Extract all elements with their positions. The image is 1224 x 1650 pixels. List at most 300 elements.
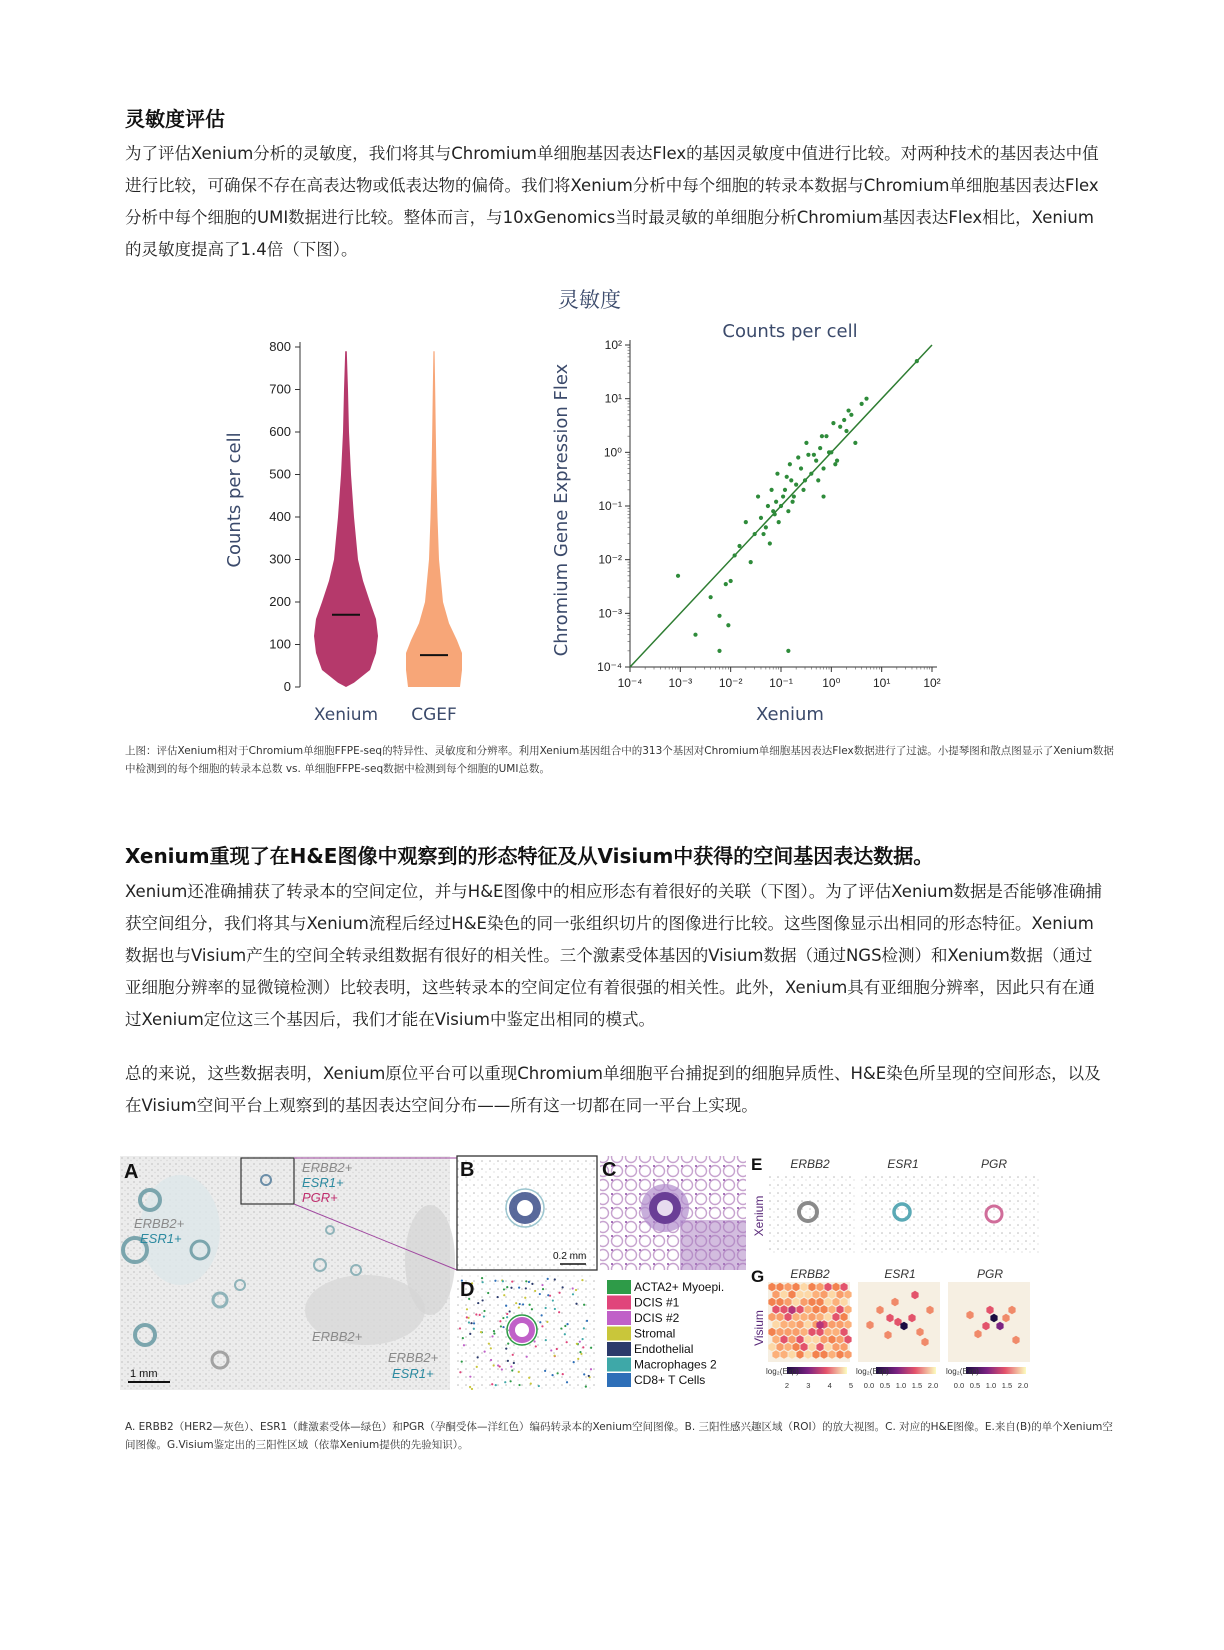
- cell-dot: [493, 1333, 495, 1335]
- legend-label: Stromal: [634, 1326, 676, 1341]
- scale-bar-label: 1 mm: [130, 1368, 158, 1380]
- y-tick-label: 400: [269, 509, 291, 524]
- cell-dot: [510, 1380, 512, 1382]
- cell-dot: [541, 1325, 543, 1327]
- cell-dot: [513, 1362, 515, 1364]
- cell-dot: [573, 1361, 575, 1363]
- cell-dot: [551, 1374, 553, 1376]
- cell-dot: [554, 1278, 556, 1280]
- scatter-point: [709, 595, 713, 599]
- panel-label-a: A: [124, 1161, 139, 1183]
- cell-dot: [544, 1370, 546, 1372]
- cell-dot: [497, 1296, 499, 1298]
- legend-label: Macrophages 2: [634, 1357, 717, 1372]
- x-tick-label: 10⁻¹: [769, 676, 793, 690]
- cell-dot: [503, 1294, 505, 1296]
- scatter-point: [789, 478, 793, 482]
- scatter-point: [724, 582, 728, 586]
- scatter-point: [806, 453, 810, 457]
- scatter-point: [827, 450, 831, 454]
- paragraph-text: 总的来说，这些数据表明，Xenium原位平台可以重现Chromium单细胞平台捕捉到的细胞异质性、H&E染色所呈现的空间形态，以及在Visium空间平台上观察到的基因表达空间分布——所有这一切都在同一平台上实现。: [125, 1064, 1101, 1115]
- x-tick-label: 10²: [923, 676, 941, 690]
- cell-dot: [576, 1343, 578, 1345]
- scatter-point: [796, 455, 800, 459]
- scatter-point: [801, 488, 805, 492]
- scatter-point: [676, 574, 680, 578]
- cell-dot: [483, 1315, 485, 1317]
- panel-c: [600, 1156, 746, 1270]
- scatter-point: [729, 579, 733, 583]
- scatter-x-label: Xenium: [756, 704, 824, 725]
- cell-dot: [585, 1386, 587, 1388]
- cell-dot: [484, 1351, 486, 1353]
- panel-b: [457, 1156, 597, 1270]
- scatter-point: [773, 512, 777, 516]
- y-tick-label: 10⁰: [603, 445, 622, 460]
- section2-paragraph1: [125, 876, 1103, 1036]
- cell-dot: [481, 1277, 483, 1279]
- spatial-figure: [120, 1150, 1070, 1400]
- cell-dot: [490, 1359, 492, 1361]
- cell-dot: [572, 1293, 574, 1295]
- scatter-point: [785, 475, 789, 479]
- violin-xenium: [314, 351, 378, 687]
- cell-dot: [524, 1297, 526, 1299]
- y-tick-label: 10⁻³: [598, 606, 622, 621]
- x-tick-label: 10⁰: [822, 676, 841, 690]
- colorbar-tick-label: 5: [848, 1381, 854, 1390]
- scatter-point: [768, 541, 772, 545]
- cell-dot: [502, 1326, 504, 1328]
- cell-dot: [528, 1377, 530, 1379]
- scatter-point: [744, 520, 748, 524]
- panel-e: [751, 1155, 1040, 1256]
- scatter-point: [726, 623, 730, 627]
- cell-dot: [477, 1356, 479, 1358]
- scatter-point: [781, 494, 785, 498]
- colorbar-tick-label: 1.0: [895, 1381, 907, 1390]
- cell-dot: [528, 1281, 530, 1283]
- cell-dot: [459, 1327, 461, 1329]
- cell-dot: [476, 1366, 478, 1368]
- row-label-xenium: Xenium: [752, 1195, 766, 1237]
- cell-dot: [461, 1361, 463, 1363]
- cell-dot: [588, 1375, 590, 1377]
- scale-bar-label: 0.2 mm: [553, 1251, 587, 1262]
- cell-dot: [581, 1279, 583, 1281]
- y-tick-label: 700: [269, 381, 291, 397]
- scatter-point: [838, 425, 842, 429]
- x-tick-label: 10⁻²: [718, 676, 743, 690]
- y-tick-label: 200: [269, 594, 291, 609]
- gene-label-esr1: ESR1: [887, 1157, 919, 1171]
- cell-dot: [511, 1280, 513, 1282]
- figure1-caption: 上图：评估Xenium相对于Chromium单细胞FFPE-seq的特异性、灵敏度和分辨率。利用Xenium基因组合中的313个基因对Chromium单细胞基因表达Flex数据进行了过滤。小提琴图和散点图显示了Xenium数据中检测到的每个细胞的转录本总数 vs. 单细胞FFPE-seq数据中检测到每个细胞的UMI总数。: [125, 745, 1114, 775]
- cell-dot: [470, 1322, 472, 1324]
- scatter-point: [717, 614, 721, 618]
- legend-swatch: [607, 1327, 631, 1341]
- cell-dot: [469, 1386, 471, 1388]
- cell-dot: [510, 1287, 512, 1289]
- cell-dot: [482, 1281, 484, 1283]
- tissue-label-esr1: ESR1+: [140, 1231, 182, 1246]
- cell-dot: [553, 1355, 555, 1357]
- scatter-point: [842, 418, 846, 422]
- scatter-chart: [545, 315, 965, 735]
- inset-legend-erbb2: ERBB2+: [302, 1160, 353, 1175]
- cell-dot: [473, 1328, 475, 1330]
- cell-dot: [475, 1313, 477, 1315]
- y-tick-label: 10⁻²: [598, 552, 622, 567]
- cell-dot: [488, 1343, 490, 1345]
- scatter-point: [788, 462, 792, 466]
- cell-dot: [562, 1286, 564, 1288]
- cell-dot: [479, 1314, 481, 1316]
- colorbar-tick-label: 4: [827, 1381, 832, 1390]
- cell-dot: [471, 1388, 473, 1390]
- paragraph-text: Xenium还准确捕获了转录本的空间定位，并与H&E图像中的相应形态有着很好的关联（下图）。为了评估Xenium数据是否能够准确捕获空间组分，我们将其与Xenium流程后经过H&E染色的同一张组织切片的图像进行比较。这些图像显示出相同的形态特征。Xenium数据也与Visium产生的空间全转录组数据有很好的相关性。三个激素受体基因的Visium数据（通过NGS检测）和Xenium数据（通过亚细胞分辨率的显微镜检测）比较表明，这些转录本的空间定位有着很强的相关性。此外，Xenium具有亚细胞分辨率，因此只有在通过Xenium定位这三个基因后，我们才能在Visium中鉴定出相同的模式。: [125, 882, 1103, 1029]
- cell-dot: [483, 1310, 485, 1312]
- cell-dot: [466, 1316, 468, 1318]
- scatter-point: [764, 525, 768, 529]
- inset-legend-esr1: ESR1+: [302, 1175, 344, 1190]
- cell-dot: [506, 1286, 508, 1288]
- scatter-point: [809, 472, 813, 476]
- cell-dot: [583, 1373, 585, 1375]
- cell-dot: [545, 1307, 547, 1309]
- section-heading-xenium: Xenium重现了在H&E图像中观察到的形态特征及从Visium中获得的空间基因表达数据。: [125, 844, 934, 868]
- gene-label-erbb2: ERBB2: [790, 1157, 830, 1171]
- cell-dot: [541, 1284, 543, 1286]
- cell-dot: [522, 1303, 524, 1305]
- inset-legend-pgr: PGR+: [302, 1190, 338, 1205]
- scatter-point: [799, 466, 803, 470]
- cell-dot: [577, 1358, 579, 1360]
- scatter-point: [733, 553, 737, 557]
- legend-label: Endothelial: [634, 1342, 694, 1356]
- cell-dot: [557, 1372, 559, 1374]
- panel-d: [457, 1274, 597, 1392]
- cell-dot: [552, 1299, 554, 1301]
- panel-label-d: D: [460, 1279, 475, 1301]
- y-tick-label: 10¹: [604, 391, 622, 406]
- cell-dot: [502, 1317, 504, 1319]
- colorbar-tick-label: 2.0: [1017, 1381, 1029, 1390]
- figure-title: 灵敏度: [558, 288, 621, 312]
- panel-g: [751, 1267, 1030, 1390]
- cell-dot: [477, 1302, 479, 1304]
- y-tick-label: 10⁻¹: [598, 499, 622, 513]
- cell-dot: [554, 1308, 556, 1310]
- cell-dot: [468, 1321, 470, 1323]
- panel-label-e: E: [751, 1155, 763, 1174]
- cell-dot: [500, 1325, 502, 1327]
- panel-label-g: G: [751, 1267, 765, 1286]
- tissue-label-erbb2: ERBB2+: [312, 1329, 363, 1344]
- x-tick-label: 10⁻⁴: [617, 676, 643, 690]
- scatter-point: [835, 459, 839, 463]
- cell-dot: [512, 1354, 514, 1356]
- colorbar-label: log₂(Exp): [856, 1367, 889, 1376]
- cell-dot: [575, 1303, 577, 1305]
- y-tick-label: 800: [269, 339, 291, 354]
- panel-label-b: B: [460, 1159, 475, 1181]
- cell-dot: [566, 1323, 568, 1325]
- cell-dot: [579, 1341, 581, 1343]
- legend-label: ACTA2+ Myoepi.: [634, 1280, 725, 1294]
- violin-chart: [220, 330, 520, 740]
- tissue-label-erbb2: ERBB2+: [388, 1350, 439, 1365]
- scatter-point: [833, 462, 837, 466]
- cell-dot: [510, 1365, 512, 1367]
- scatter-point: [853, 441, 857, 445]
- cell-dot: [531, 1308, 533, 1310]
- legend-swatch: [607, 1296, 631, 1310]
- cell-dot: [529, 1304, 531, 1306]
- y-tick-label: 500: [269, 466, 291, 482]
- cell-dot: [525, 1280, 527, 1282]
- cell-dot: [503, 1288, 505, 1290]
- cell-dot: [506, 1316, 508, 1318]
- scatter-point: [849, 413, 853, 417]
- y-tick-label: 600: [269, 424, 291, 439]
- cell-dot: [501, 1368, 503, 1370]
- cell-dot: [582, 1346, 584, 1348]
- cell-dot: [566, 1381, 568, 1383]
- cell-dot: [502, 1280, 504, 1282]
- row-label-visium: Visium: [752, 1310, 766, 1346]
- cell-dot: [525, 1287, 527, 1289]
- gene-label-esr1: ESR1: [884, 1267, 916, 1281]
- scatter-point: [824, 434, 828, 438]
- y-tick-label: 100: [269, 636, 291, 652]
- scatter-point: [812, 453, 816, 457]
- cell-dot: [531, 1283, 533, 1285]
- cell-dot: [493, 1330, 495, 1332]
- legend-swatch: [607, 1311, 631, 1325]
- cell-dot: [469, 1333, 471, 1335]
- cell-dot: [546, 1321, 548, 1323]
- scatter-point: [756, 494, 760, 498]
- scatter-point: [846, 408, 850, 412]
- y-tick-label: 10⁻⁴: [597, 660, 622, 674]
- scatter-point: [814, 459, 818, 463]
- x-tick-label: 10¹: [872, 676, 891, 690]
- colorbar-tick-label: 2: [784, 1381, 790, 1390]
- scatter-point: [769, 488, 773, 492]
- cell-dot: [590, 1347, 592, 1349]
- x-category-label: Xenium: [313, 705, 379, 725]
- cell-dot: [580, 1353, 582, 1355]
- cell-dot: [547, 1278, 549, 1280]
- cell-dot: [538, 1385, 540, 1387]
- y-tick-label: 300: [269, 551, 291, 567]
- cell-dot: [566, 1341, 568, 1343]
- y-tick-label: 10²: [604, 338, 622, 352]
- cell-dot: [583, 1327, 585, 1329]
- cell-dot: [541, 1314, 543, 1316]
- x-tick-label: 10⁻³: [668, 676, 693, 690]
- scatter-y-label: Chromium Gene Expression Flex: [551, 363, 572, 657]
- cell-dot: [491, 1383, 493, 1385]
- scatter-point: [774, 500, 778, 504]
- cell-dot: [581, 1338, 583, 1340]
- cell-dot: [564, 1333, 566, 1335]
- scatter-point: [717, 649, 721, 653]
- cell-dot: [535, 1345, 537, 1347]
- cell-dot: [518, 1306, 520, 1308]
- scatter-point: [818, 446, 822, 450]
- cell-dot: [463, 1344, 465, 1346]
- cell-dot: [462, 1337, 464, 1339]
- colorbar-tick-label: 0.5: [879, 1381, 891, 1390]
- cell-dot: [562, 1373, 564, 1375]
- violin-cgef: [406, 351, 462, 687]
- tissue-label-erbb2: ERBB2+: [134, 1216, 185, 1231]
- cell-dot: [493, 1364, 495, 1366]
- scatter-point: [786, 649, 790, 653]
- cell-dot: [558, 1292, 560, 1294]
- cell-dot: [504, 1381, 506, 1383]
- scatter-point: [753, 532, 757, 536]
- colorbar-label: log₂(Exp): [766, 1367, 799, 1376]
- scatter-point: [864, 397, 868, 401]
- gene-label-erbb2: ERBB2: [790, 1267, 830, 1281]
- scatter-point: [860, 402, 864, 406]
- cell-dot: [515, 1302, 517, 1304]
- legend-label: DCIS #1: [634, 1295, 680, 1310]
- cell-dot: [572, 1287, 574, 1289]
- scatter-point: [749, 560, 753, 564]
- paragraph-text: 为了评估Xenium分析的灵敏度，我们将其与Chromium单细胞基因表达Flex的基因灵敏度中值进行比较。对两种技术的基因表达中值进行比较，可确保不存在高表达物或低表达物的偏倚。我们将Xenium分析中每个细胞的转录本数据与Chromium单细胞基因表达Flex分析中每个细胞的UMI数据进行比较。整体而言，与10xGenomics当时最灵敏的单细胞分析Chromium基因表达Flex相比，Xenium的灵敏度提高了1.4倍（下图）。: [125, 144, 1099, 259]
- scatter-point: [831, 421, 835, 425]
- section2-paragraph2: [125, 1058, 1103, 1122]
- colorbar-tick-label: 0.5: [969, 1381, 981, 1390]
- cell-dot: [490, 1347, 492, 1349]
- tissue-label-esr1: ESR1+: [392, 1366, 434, 1381]
- scatter-point: [759, 516, 763, 520]
- x-category-label: CGEF: [411, 705, 457, 725]
- scatter-point: [777, 520, 781, 524]
- cell-dot: [575, 1289, 577, 1291]
- cell-dot: [469, 1376, 471, 1378]
- scatter-point: [779, 504, 783, 508]
- gene-label-pgr: PGR: [980, 1157, 1008, 1171]
- scatter-point: [792, 494, 796, 498]
- cell-dot: [499, 1365, 501, 1367]
- scatter-point: [693, 633, 697, 637]
- colorbar-tick-label: 1.0: [985, 1381, 997, 1390]
- cell-dot: [494, 1280, 496, 1282]
- panel-d-legend: [607, 1280, 724, 1387]
- cell-dot: [533, 1340, 535, 1342]
- cell-dot: [511, 1369, 513, 1371]
- legend-swatch: [607, 1342, 631, 1356]
- colorbar-label: log₂(Exp): [946, 1367, 979, 1376]
- scatter-point: [775, 472, 779, 476]
- cell-dot: [499, 1320, 501, 1322]
- cell-dot: [491, 1335, 493, 1337]
- panel-label-c: C: [602, 1159, 617, 1181]
- colorbar-tick-label: 2.0: [927, 1381, 939, 1390]
- scatter-point: [790, 500, 794, 504]
- cell-dot: [518, 1371, 520, 1373]
- cell-dot: [534, 1290, 536, 1292]
- cell-dot: [558, 1311, 560, 1313]
- colorbar-tick-label: 1.5: [911, 1381, 923, 1390]
- cell-dot: [518, 1384, 520, 1386]
- cell-dot: [509, 1310, 511, 1312]
- legend-label: DCIS #2: [634, 1311, 680, 1325]
- scatter-point: [821, 494, 825, 498]
- cell-dot: [519, 1303, 521, 1305]
- scatter-point: [783, 488, 787, 492]
- cell-dot: [539, 1293, 541, 1295]
- cell-dot: [556, 1348, 558, 1350]
- colorbar-tick-label: 0.0: [863, 1381, 875, 1390]
- cell-dot: [526, 1356, 528, 1358]
- cell-dot: [506, 1313, 508, 1315]
- colorbar-tick-label: 0.0: [953, 1381, 965, 1390]
- cell-dot: [495, 1384, 497, 1386]
- scatter-point: [804, 441, 808, 445]
- cell-dot: [583, 1304, 585, 1306]
- scatter-point: [915, 359, 919, 363]
- scatter-point: [786, 509, 790, 513]
- scatter-point: [803, 478, 807, 482]
- cell-dot: [481, 1299, 483, 1301]
- cell-dot: [473, 1322, 475, 1324]
- scatter-point: [794, 483, 798, 487]
- gene-label-pgr: PGR: [976, 1267, 1004, 1281]
- section-paragraph: [125, 138, 1103, 266]
- cell-dot: [487, 1292, 489, 1294]
- colorbar-tick-label: 1.5: [1001, 1381, 1013, 1390]
- legend-swatch: [607, 1280, 631, 1294]
- figure2-caption: A. ERBB2（HER2—灰色）、ESR1（雌激素受体—绿色）和PGR（孕酮受体—洋红色）编码转录本的Xenium空间图像。B. 三阳性感兴趣区域（ROI）的放大视图。C. 对应的H&E图像。E.来自(B)的单个Xenium空间图像。G.Visium鉴定出的三阳性区域（依靠Xenium提供的先验知识）。: [125, 1421, 1113, 1451]
- cell-dot: [507, 1343, 509, 1345]
- cell-dot: [539, 1321, 541, 1323]
- scatter-point: [821, 466, 825, 470]
- colorbar-tick-label: 3: [806, 1381, 811, 1390]
- cell-dot: [505, 1348, 507, 1350]
- legend-label: CD8+ T Cells: [634, 1373, 706, 1387]
- cell-dot: [507, 1360, 509, 1362]
- y-tick-label: 0: [283, 679, 291, 694]
- cell-dot: [480, 1331, 482, 1333]
- scatter-point: [844, 429, 848, 433]
- legend-swatch: [607, 1373, 631, 1387]
- scatter-point: [737, 544, 741, 548]
- cell-dot: [586, 1320, 588, 1322]
- cell-dot: [542, 1288, 544, 1290]
- legend-swatch: [607, 1358, 631, 1372]
- cell-dot: [560, 1327, 562, 1329]
- cell-dot: [545, 1339, 547, 1341]
- cell-dot: [550, 1349, 552, 1351]
- cell-dot: [530, 1383, 532, 1385]
- cell-dot: [459, 1371, 461, 1373]
- cell-dot: [547, 1294, 549, 1296]
- scatter-point: [761, 532, 765, 536]
- cell-dot: [564, 1325, 566, 1327]
- scatter-point: [766, 504, 770, 508]
- cell-dot: [518, 1287, 520, 1289]
- section-heading-sensitivity: 灵敏度评估: [125, 107, 225, 131]
- panel-a: [120, 1156, 457, 1390]
- cell-dot: [590, 1368, 592, 1370]
- cell-dot: [466, 1308, 468, 1310]
